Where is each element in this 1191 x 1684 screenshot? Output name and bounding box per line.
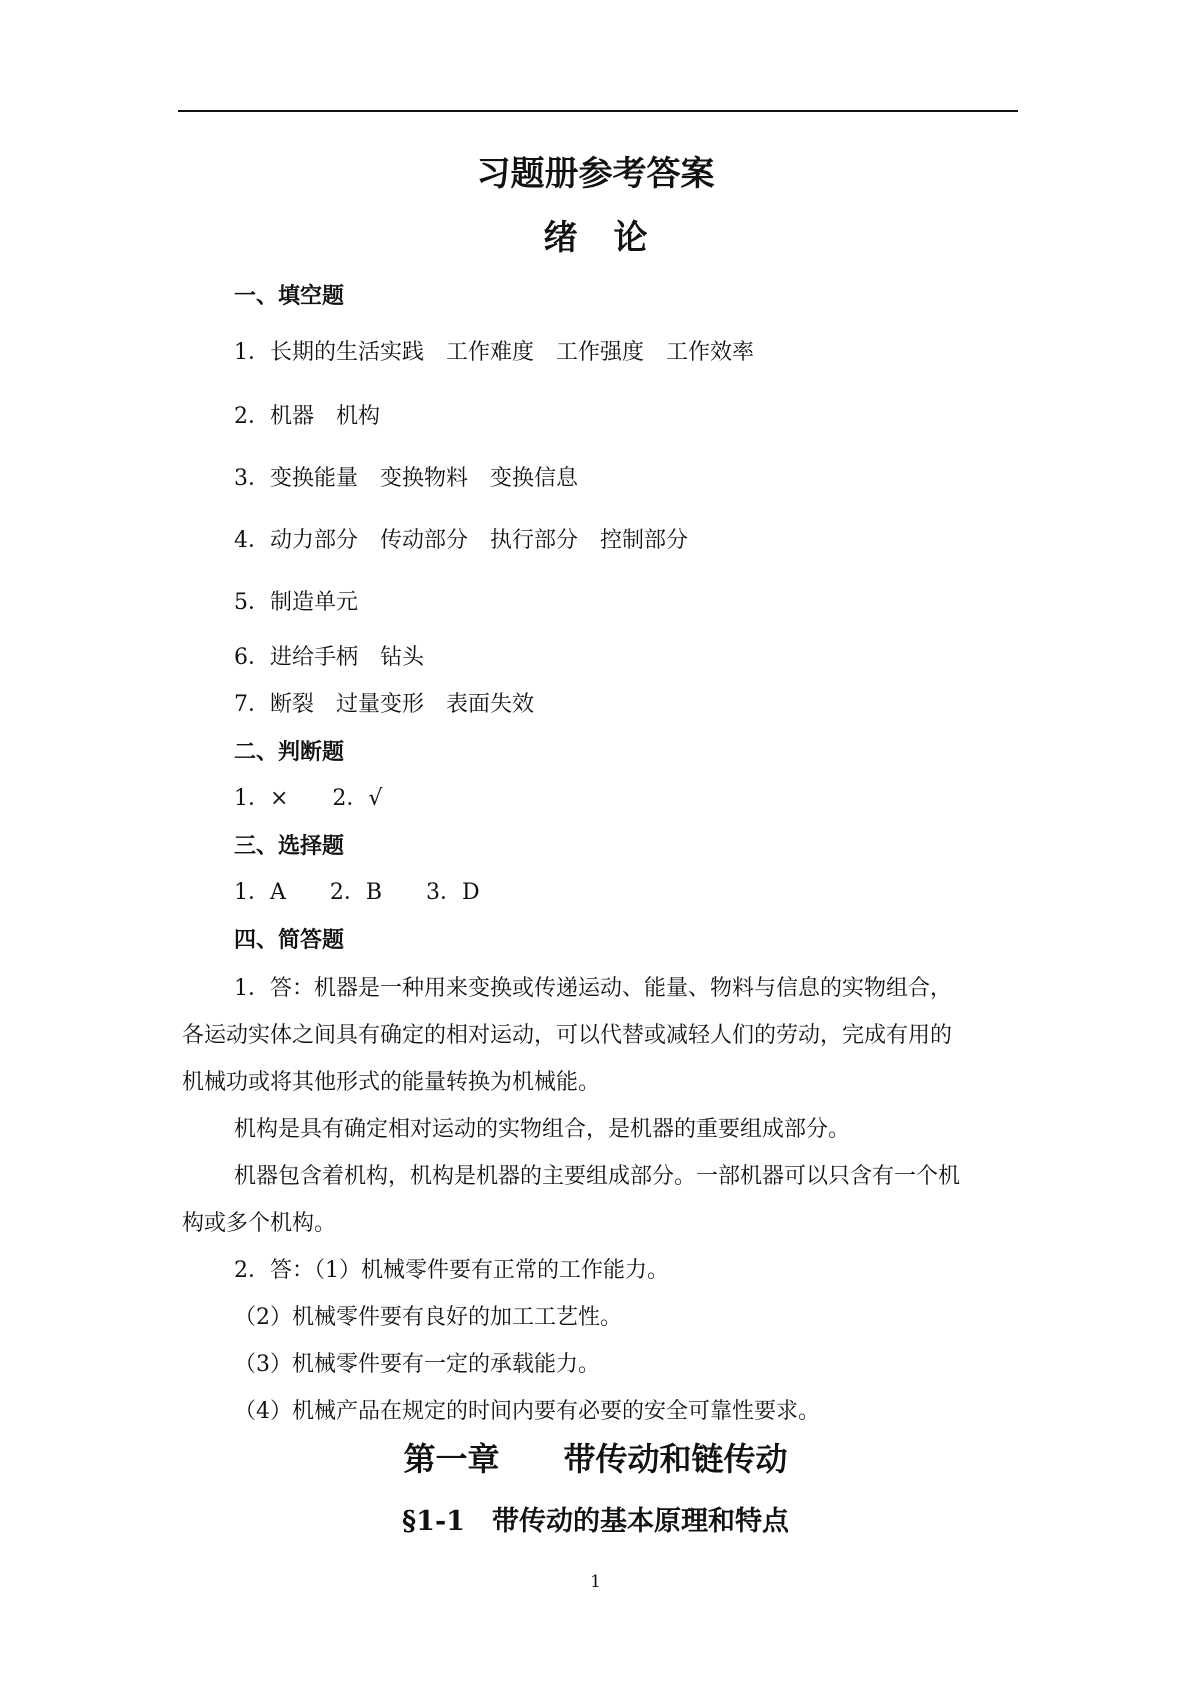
chapter-title: 第一章 带传动和链传动 bbox=[403, 1440, 788, 1478]
document-title: 习题册参考答案 bbox=[476, 154, 715, 194]
page-number: 1 bbox=[590, 1572, 601, 1592]
true-false-heading: 二、判断题 bbox=[234, 739, 345, 765]
short-answer-line: 各运动实体之间具有确定的相对运动，可以代替或减轻人们的劳动，完成有用的 bbox=[182, 1023, 953, 1048]
short-answer-heading: 四、简答题 bbox=[234, 927, 345, 953]
fill-blank-item-6: 6．进给手柄 钻头 bbox=[234, 645, 424, 670]
true-false-answers: 1．× 2．√ bbox=[234, 786, 383, 811]
short-answer-line: （4）机械产品在规定的时间内要有必要的安全可靠性要求。 bbox=[234, 1399, 820, 1424]
fill-blank-item-2: 2．机器 机构 bbox=[234, 404, 380, 429]
short-answer-line: 构或多个机构。 bbox=[182, 1211, 337, 1236]
short-answer-line: 机器包含着机构，机构是机器的主要组成部分。一部机器可以只含有一个机 bbox=[234, 1164, 961, 1189]
fill-blank-item-4: 4．动力部分 传动部分 执行部分 控制部分 bbox=[234, 528, 688, 553]
short-answer-line: 机构是具有确定相对运动的实物组合，是机器的重要组成部分。 bbox=[234, 1117, 851, 1142]
section-title: §1-1 带传动的基本原理和特点 bbox=[402, 1506, 789, 1537]
short-answer-line: （2）机械零件要有良好的加工工艺性。 bbox=[234, 1305, 622, 1330]
choice-answers: 1．A 2．B 3．D bbox=[234, 880, 480, 905]
fill-blank-item-1: 1．长期的生活实践 工作难度 工作强度 工作效率 bbox=[234, 340, 754, 365]
short-answer-line: （3）机械零件要有一定的承载能力。 bbox=[234, 1352, 600, 1377]
short-answer-line: 1．答：机器是一种用来变换或传递运动、能量、物料与信息的实物组合， bbox=[234, 976, 952, 1001]
introduction-title: 绪论 bbox=[543, 218, 684, 258]
short-answer-line: 2．答：（1）机械零件要有正常的工作能力。 bbox=[234, 1258, 669, 1283]
fill-blank-item-5: 5．制造单元 bbox=[234, 590, 358, 615]
fill-blank-heading: 一、填空题 bbox=[234, 283, 345, 309]
header-rule bbox=[178, 110, 1018, 112]
short-answer-line: 机械功或将其他形式的能量转换为机械能。 bbox=[182, 1070, 601, 1095]
choice-heading: 三、选择题 bbox=[234, 833, 345, 859]
fill-blank-item-3: 3．变换能量 变换物料 变换信息 bbox=[234, 466, 578, 491]
fill-blank-item-7: 7．断裂 过量变形 表面失效 bbox=[234, 692, 534, 717]
